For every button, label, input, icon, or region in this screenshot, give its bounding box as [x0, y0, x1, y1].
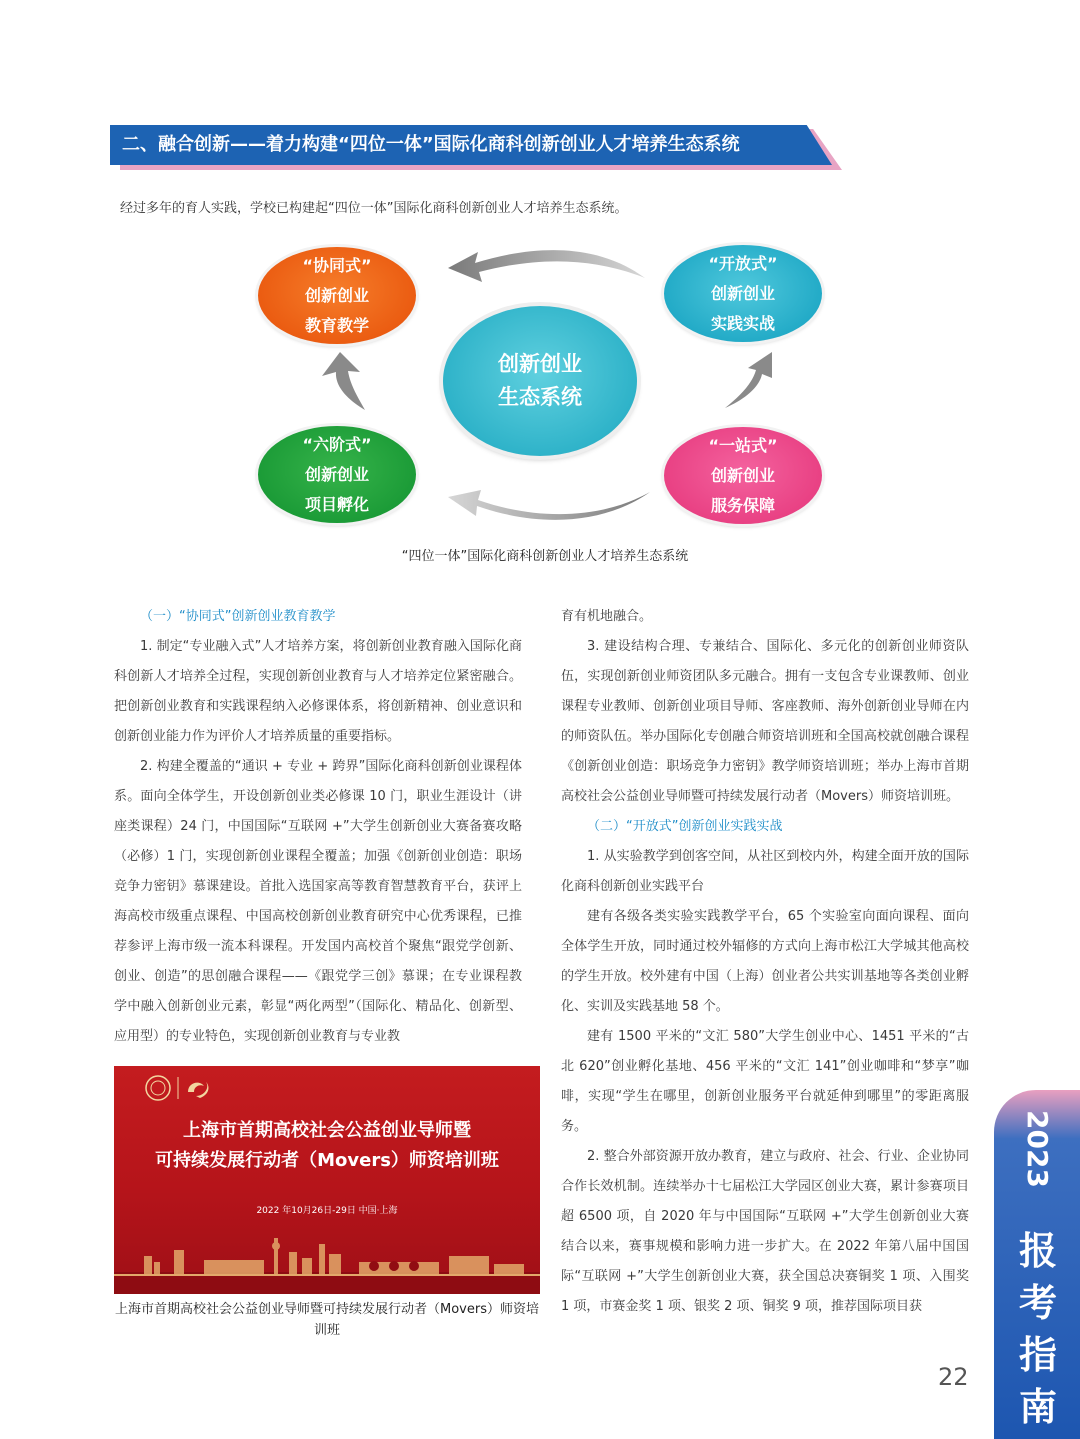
node-six-stage: [258, 426, 416, 523]
side-tab-title: [1010, 1225, 1066, 1433]
photo-caption: 上海市首期高校社会公益创业导师暨可持续发展行动者（Movers）师资培训班: [115, 1302, 539, 1338]
paragraph: 1. 从实验教学到创客空间，从社区到校内外，构建全面开放的国际化商科创新创业实践平台: [561, 849, 969, 894]
paragraph: 3. 建设结构合理、专兼结合、国际化、多元化的创新创业师资队伍，实现创新创业师资团队多元融合。拥有一支包含专业课教师、创业课程专业教师、创新创业项目导师、客座教师、海外创新创业导师在内的师资队伍。举办国际化专创融合师资培训班和全国高校就创融合课程《创新创业创造：职场竞争力密钥》教学师资培训班；举办上海市首期高校社会公益创业导师暨可持续发展行动者（Movers）师资培训班。: [561, 639, 969, 804]
side-char: 南: [1018, 1384, 1057, 1429]
side-year-text: 2023: [1021, 1110, 1054, 1188]
center-label: 生态系统: [498, 385, 582, 409]
arrow-bottom: [448, 490, 650, 520]
paragraph: 2. 整合外部资源开放办教育，建立与政府、社会、行业、企业协同合作长效机制。连续举办十七届松江大学园区创业大赛，累计参赛项目超 6500 项，自 2020 年与中国国际“互联网 +”大学生创新创业大赛结合以来，赛事规模和影响力进一步扩大。在 2022 年第八届中国国际“互联网 +”大学生创新创业大赛，获全国总决赛铜奖 1 项、入围奖 1 项，市赛金奖 1 项、银奖 2 项、铜奖 9 项，推荐国际项目获: [561, 1149, 969, 1314]
paragraph: 建有 1500 平米的“文汇 580”大学生创业中心、1451 平米的“古北 620”创业孵化基地、456 平米的“文汇 141”创业咖啡和“梦享”咖啡，实现“学生在哪里，创新创业服务平台就延伸到哪里”的零距离服务。: [561, 1029, 969, 1134]
paragraph: 2. 构建全覆盖的“通识 + 专业 + 跨界”国际化商科创新创业课程体系。面向全体学生，开设创新创业类必修课 10 门，职业生涯设计（讲座类课程）24 门，中国国际“互联网 +”大学生创新创业大赛备赛攻略（必修）1 门，实现创新创业课程全覆盖；加强《创新创业创造：职场竞争力密钥》慕课建设。首批入选国家高等教育智慧教育平台，获评上海高校市级重点课程、中国高校创新创业教育研究中心优秀课程，已推荐参评上海市级一流本科课程。开发国内高校首个聚焦“跟党学创新、创业、创造”的思创融合课程——《跟党学三创》慕课；在专业课程教学中融入创新创业元素，彰显“两化两型”（国际化、精品化、创新型、应用型）的专业特色，实现创新创业教育与专业教: [114, 759, 522, 1044]
right-column: [561, 602, 969, 1322]
photo-date: 2022 年10月26日-29日 中国·上海: [256, 1206, 398, 1216]
arrow-left: [322, 352, 365, 410]
school-logos: [144, 1074, 344, 1102]
subheading: （一）“协同式”创新创业教育教学: [140, 609, 336, 624]
node-open: [664, 245, 822, 342]
photo-title: 上海市首期高校社会公益创业导师暨: [183, 1120, 471, 1141]
node-label: 创新创业: [710, 283, 775, 303]
node-label: 实践实战: [710, 313, 775, 333]
node-label: “开放式”: [708, 253, 778, 273]
side-char: 报: [1018, 1228, 1057, 1273]
photo-title: 可持续发展行动者（Movers）师资培训班: [155, 1150, 499, 1171]
node-label: 项目孵化: [304, 494, 369, 514]
node-label: “一站式”: [708, 435, 778, 455]
node-label: “协同式”: [302, 255, 372, 275]
arrow-top: [448, 250, 645, 282]
side-char: 指: [1018, 1332, 1057, 1377]
cycle-arrows: [0, 0, 1080, 600]
skyline-graphic: [114, 1232, 540, 1294]
subheading: （二）“开放式”创新创业实践实战: [587, 819, 783, 834]
node-collaborative: [258, 247, 416, 344]
node-label: 创新创业: [304, 285, 369, 305]
paragraph: 育有机地融合。: [561, 609, 653, 624]
paragraph: 建有各级各类实验实践教学平台，65 个实验室向面向课程、面向全体学生开放，同时通过校外辐修的方式向上海市松江大学城其他高校的学生开放。校外建有中国（上海）创业者公共实训基地等各类创业孵化、实训及实践基地 58 个。: [561, 909, 969, 1014]
node-label: 服务保障: [710, 495, 775, 515]
event-photo: [114, 1066, 540, 1294]
node-label: 教育教学: [304, 315, 369, 335]
paragraph: 1. 制定“专业融入式”人才培养方案，将创新创业教育融入国际化商科创新人才培养全过程，实现创新创业教育与人才培养定位紧密融合。把创新创业教育和实践课程纳入必修课体系，将创新精神、创业意识和创新创业能力作为评价人才培养质量的重要指标。: [114, 639, 522, 744]
center-label: 创新创业: [498, 352, 582, 376]
side-char: 考: [1018, 1280, 1057, 1325]
node-label: 创新创业: [304, 464, 369, 484]
diagram-caption: “四位一体”国际化商科创新创业人才培养生态系统: [401, 549, 689, 564]
left-column: [114, 602, 522, 1052]
node-label: 创新创业: [710, 465, 775, 485]
node-center: [443, 306, 637, 456]
arrow-right: [725, 352, 772, 408]
page-number: 22: [938, 1363, 969, 1391]
node-one-stop: [664, 427, 822, 524]
intro-text: 经过多年的育人实践，学校已构建起“四位一体”国际化商科创新创业人才培养生态系统。: [120, 201, 628, 216]
section-title: 二、融合创新——着力构建“四位一体”国际化商科创新创业人才培养生态系统: [122, 134, 740, 155]
side-tab-year: [1017, 1110, 1057, 1188]
node-label: “六阶式”: [302, 434, 372, 454]
